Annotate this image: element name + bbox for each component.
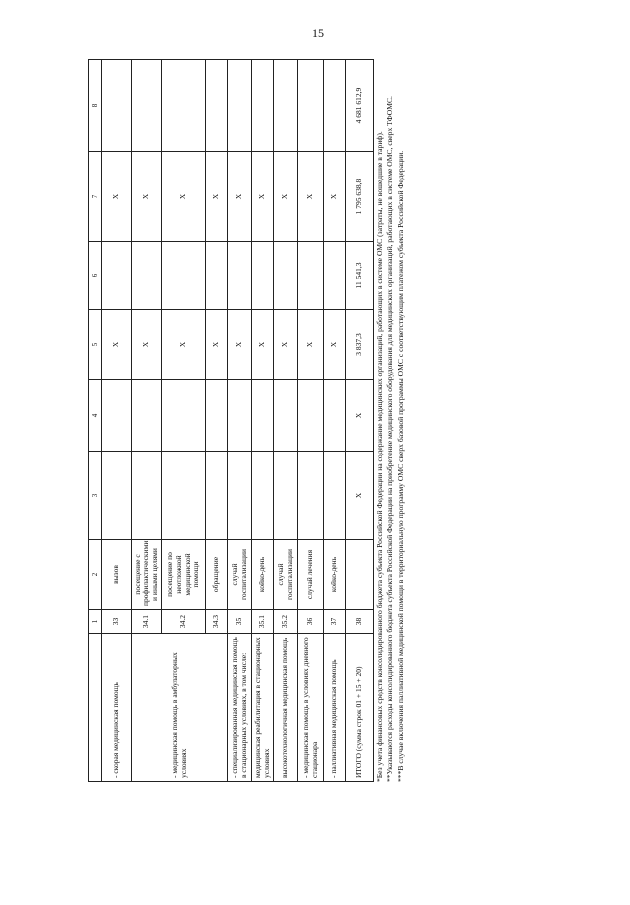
row-unit: [346, 540, 374, 610]
row-col8: [298, 60, 324, 152]
page-number: 15: [312, 26, 324, 40]
header-cell-6: 6: [89, 242, 102, 310]
table-row: [102, 60, 132, 782]
row-col8: [132, 60, 162, 152]
row-col6: [324, 242, 346, 310]
row-col8: [102, 60, 132, 152]
table-row: [228, 60, 252, 782]
row-number: 35.2: [274, 610, 298, 634]
row-col5: X: [298, 310, 324, 380]
row-col7: X: [102, 152, 132, 242]
table-row: [274, 60, 298, 782]
row-col6: [274, 242, 298, 310]
row-col5: X: [132, 310, 162, 380]
row-col7: X: [132, 152, 162, 242]
row-col6: [252, 242, 274, 310]
row-unit: койко-день: [252, 540, 274, 610]
row-unit: вызов: [102, 540, 132, 610]
row-col5: X: [252, 310, 274, 380]
row-col8: [228, 60, 252, 152]
row-unit: посещение с профилактическими и иными целями: [132, 540, 162, 610]
row-col5: X: [274, 310, 298, 380]
rotated-table-container: [88, 60, 408, 782]
row-col8: 4 681 612,9: [346, 60, 374, 152]
total-row: [346, 60, 374, 782]
row-col3: [102, 452, 132, 540]
row-name: высокотехнологичная медицинская помощь: [274, 634, 298, 782]
header-cell-3: 3: [89, 452, 102, 540]
row-number: 35.1: [252, 610, 274, 634]
row-col5: X: [102, 310, 132, 380]
row-unit: случай лечения: [298, 540, 324, 610]
header-cell-5: 5: [89, 310, 102, 380]
footnote: ***В случае включения паллиативной медицинской помощи в территориальную программу ОМС сверх базовой программы ОМС с соответствующим платежом субъекта Российской Федерации.: [395, 150, 405, 782]
header-row: [89, 60, 102, 782]
row-number: 34.1: [132, 610, 162, 634]
row-col4: [324, 380, 346, 452]
row-name: - специализированная медицинская помощь в стационарных условиях, в том числе:: [228, 634, 252, 782]
row-col3: [252, 452, 274, 540]
row-col4: [132, 380, 162, 452]
row-col4: [162, 380, 206, 452]
row-col7: X: [162, 152, 206, 242]
row-number: 36: [298, 610, 324, 634]
row-col7: X: [324, 152, 346, 242]
row-col4: [298, 380, 324, 452]
row-name: - скорая медицинская помощь: [102, 634, 132, 782]
row-col8: [252, 60, 274, 152]
row-col5: X: [206, 310, 228, 380]
footnote: **Указываются расходы консолидированного бюджета субъекта Российской Федерации на приобретение медицинского оборудования для медицинских организаций, работающих в системе ОМС, сверх ТФОМС.: [385, 96, 395, 782]
row-col5: X: [324, 310, 346, 380]
row-col3: [228, 452, 252, 540]
table-row: [132, 60, 162, 782]
row-number: 33: [102, 610, 132, 634]
row-col4: [274, 380, 298, 452]
row-col3: [132, 452, 162, 540]
table-row: [298, 60, 324, 782]
header-cell-4: 4: [89, 380, 102, 452]
row-col4: [206, 380, 228, 452]
row-col3: [162, 452, 206, 540]
row-col8: [324, 60, 346, 152]
row-number: 37: [324, 610, 346, 634]
row-col7: X: [206, 152, 228, 242]
row-number: 34.3: [206, 610, 228, 634]
row-name: - медицинская помощь в амбулаторных условиях: [132, 634, 228, 782]
row-col3: [324, 452, 346, 540]
row-name: - медицинская помощь в условиях дневного стационара: [298, 634, 324, 782]
row-col5: X: [228, 310, 252, 380]
row-unit: обращение: [206, 540, 228, 610]
row-col3: X: [346, 452, 374, 540]
row-col6: [162, 242, 206, 310]
row-col6: [298, 242, 324, 310]
row-col8: [162, 60, 206, 152]
table-row: [324, 60, 346, 782]
row-col7: X: [228, 152, 252, 242]
row-col6: [206, 242, 228, 310]
row-col3: [298, 452, 324, 540]
row-col4: X: [346, 380, 374, 452]
row-col3: [274, 452, 298, 540]
row-col7: 1 795 638,8: [346, 152, 374, 242]
row-unit: посещение по неотложной медицинской помощи: [162, 540, 206, 610]
table-row: [252, 60, 274, 782]
row-unit: случай госпитализации: [274, 540, 298, 610]
row-number: 38: [346, 610, 374, 634]
row-col3: [206, 452, 228, 540]
row-col6: [228, 242, 252, 310]
header-cell-7: 7: [89, 152, 102, 242]
row-col7: X: [298, 152, 324, 242]
row-unit: случай госпитализации: [228, 540, 252, 610]
table-body: [89, 60, 374, 782]
row-col5: 3 837,3: [346, 310, 374, 380]
row-col4: [228, 380, 252, 452]
row-number: 34.2: [162, 610, 206, 634]
row-number: 35: [228, 610, 252, 634]
row-col4: [252, 380, 274, 452]
row-name: ИТОГО (сумма строк 01 + 15 + 20): [346, 634, 374, 782]
row-col4: [102, 380, 132, 452]
footnotes-container: [375, 60, 465, 782]
row-col6: 11 541,3: [346, 242, 374, 310]
row-col6: [102, 242, 132, 310]
row-col5: X: [162, 310, 206, 380]
financing-table: [88, 59, 374, 782]
row-col7: X: [274, 152, 298, 242]
row-name: медицинская реабилитация в стационарных условиях: [252, 634, 274, 782]
row-unit: койко-день: [324, 540, 346, 610]
header-cell-1: 1: [89, 610, 102, 634]
row-col6: [132, 242, 162, 310]
header-cell-name: [89, 634, 102, 782]
row-col7: X: [252, 152, 274, 242]
header-cell-8: 8: [89, 60, 102, 152]
row-name: - паллиативная медицинская помощь: [324, 634, 346, 782]
row-col8: [274, 60, 298, 152]
footnotes: [375, 60, 465, 782]
header-cell-2: 2: [89, 540, 102, 610]
footnote: *Без учета финансовых средств консолидированного бюджета субъекта Российской Федерации на содержание медицинских организаций, работающих в системе ОМС (затраты, не вошедшие в тариф).: [375, 131, 384, 782]
row-col8: [206, 60, 228, 152]
rotated-table-content: [88, 60, 408, 782]
